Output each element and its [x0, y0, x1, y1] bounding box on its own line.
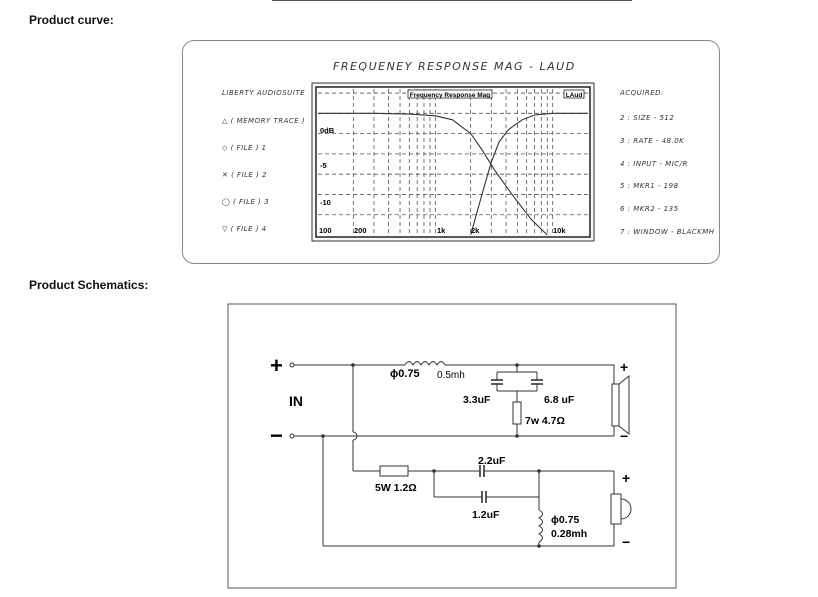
- woofer-inductor-value: 0.28mh: [551, 528, 588, 540]
- tweeter-inductor-label: ϕ0.75: [390, 368, 420, 380]
- tweeter-plus-sign: +: [620, 359, 629, 375]
- right-label: 4 : INPUT - MIC/R: [620, 160, 688, 168]
- curve-title: FREQUENEY RESPONSE MAG - LAUD: [333, 60, 576, 73]
- tweeter-inductor-value: 0.5mh: [437, 370, 465, 381]
- right-label: 6 : MKR2 - 135: [620, 205, 679, 213]
- x-tick-label: 10k: [553, 226, 566, 235]
- left-label: ◯ ( FILE ) 3: [222, 198, 270, 206]
- left-label: ✕ ( FILE ) 2: [222, 171, 268, 179]
- left-label: LIBERTY AUDIOSUITE: [222, 89, 306, 97]
- right-label: ACQUIRED:: [620, 89, 664, 97]
- schematic-frame: [228, 304, 676, 588]
- left-label: ▽ ( FILE ) 4: [222, 225, 267, 233]
- x-tick-label: 100: [319, 226, 332, 235]
- right-label: 5 : MKR1 - 198: [620, 182, 679, 190]
- y-tick-label: 0dB: [320, 126, 335, 135]
- plot-tag: LAud: [565, 92, 583, 99]
- woofer-inductor-label: ϕ0.75: [551, 514, 580, 526]
- input-label: IN: [289, 393, 303, 409]
- y-tick-label: -10: [320, 198, 331, 207]
- tweeter-minus-sign: −: [620, 428, 629, 444]
- woofer-resistor-label: 5W 1.2Ω: [375, 482, 417, 494]
- left-label: △ ( MEMORY TRACE ): [222, 117, 306, 125]
- woofer-cap-top-label: 2.2uF: [478, 455, 506, 467]
- woofer-plus-sign: +: [622, 470, 631, 486]
- right-label: 2 : SIZE - 512: [620, 114, 675, 122]
- x-tick-label: 2k: [471, 226, 480, 235]
- input-minus-sign: −: [270, 423, 283, 448]
- plot-label: Frequency Response Mag: [409, 92, 491, 99]
- woofer-minus-sign: −: [622, 534, 631, 550]
- product-curve-heading: Product curve:: [29, 13, 114, 27]
- y-tick-label: -5: [320, 161, 327, 170]
- right-label: 7 : WINDOW - BLACKMH: [620, 228, 715, 236]
- tweeter-cap2-label: 6.8 uF: [544, 394, 575, 406]
- product-schematics-heading: Product Schematics:: [29, 278, 149, 292]
- tweeter-resistor-label: 7w 4.7Ω: [525, 415, 565, 427]
- right-label: 3 : RATE - 48.0K: [620, 137, 685, 145]
- x-tick-label: 200: [354, 226, 367, 235]
- woofer-cap-mid-label: 1.2uF: [472, 509, 500, 521]
- tweeter-cap1-label: 3.3uF: [463, 394, 491, 406]
- x-tick-label: 1k: [437, 226, 446, 235]
- left-label: ◇ ( FILE ) 1: [222, 144, 267, 152]
- input-plus-sign: +: [270, 353, 283, 378]
